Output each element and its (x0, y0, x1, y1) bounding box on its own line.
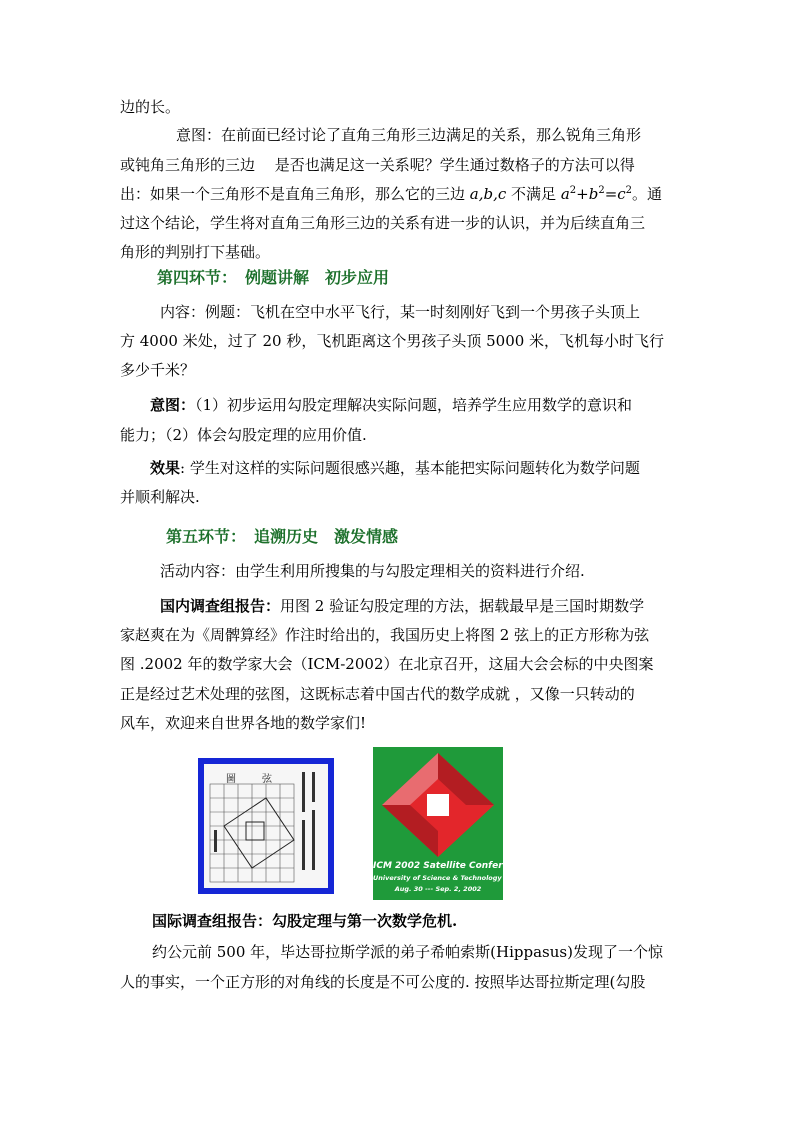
math-c: =c (604, 185, 626, 203)
effect-label: 效果 (150, 459, 181, 477)
text-span: 或钝角三角形的三边 是否也满足这一关系呢？学生通过数格子的方法可以得 (120, 156, 635, 174)
superscript: 2 (625, 185, 633, 196)
text-span: 边的长。 (120, 98, 181, 116)
text-line-4 (120, 184, 680, 204)
superscript: 2 (569, 185, 577, 196)
text-span: （1）初步运用勾股定理解决实际问题，培养学生应用数学的意识和 (195, 396, 633, 414)
text-span: : 学生对这样的实际问题很感兴趣，基本能把实际问题转化为数学问题 (180, 459, 640, 477)
text-span: 不满足 (506, 185, 561, 203)
text-span: 。通 (632, 185, 663, 203)
s5-domestic-line-1 (160, 596, 680, 616)
text-span: 出：如果一个三角形不是直角三角形，那么它的三边 (120, 185, 470, 203)
superscript: 2 (598, 185, 605, 196)
s4-p1: 内容：例题：飞机在空中水平飞行，某一时刻刚好飞到一个男孩子头顶上 (160, 303, 641, 321)
math-vars: a,b,c (469, 185, 507, 203)
s4-effect-line-1 (150, 458, 680, 478)
s4-intent-line-1 (150, 395, 680, 415)
s5-domestic-line-3: 图 .2002 年的数学家大会（ICM-2002）在北京召开，这届大会会标的中央图案 (120, 655, 654, 673)
figure-xian-diagram (198, 758, 334, 894)
text-line-6 (120, 242, 680, 262)
text-span: 用图 2 验证勾股定理的方法，据载最早是三国时期数学 (280, 597, 645, 615)
text-line-2 (176, 125, 686, 145)
domestic-label: 国内调查组报告： (160, 597, 281, 615)
text-span: 角形的判别打下基础。 (120, 243, 271, 261)
s4-p3: 多少千米？ (120, 361, 196, 379)
poster-subtitle: University of Science & Technology of China (373, 874, 535, 882)
s5-activity: 活动内容：由学生利用所搜集的与勾股定理相关的资料进行介绍. (160, 562, 585, 580)
text-line-3 (120, 155, 680, 175)
s5-intl-line-1: 约公元前 500 年，毕达哥拉斯学派的弟子希帕索斯(Hippasus)发现了一个惊 (152, 943, 663, 961)
math-a: a (560, 185, 570, 203)
math-b: +b (576, 185, 599, 203)
section-5-heading: 第五环节： 追溯历史 激发情感 (166, 527, 399, 546)
text-line-5 (120, 213, 680, 233)
poster-dates: Aug. 30 --- Sep. 2, 2002 (394, 885, 482, 893)
s5-intl-heading: 国际调查组报告：勾股定理与第一次数学危机. (152, 912, 458, 930)
s5-domestic-line-4: 正是经过艺术处理的弦图，这既标志着中国古代的数学成就 ，又像一只转动的 (120, 685, 635, 703)
figure-xian-inner (204, 764, 328, 888)
text-line-1 (120, 97, 680, 117)
text-span: 意图：在前面已经讨论了直角三角形三边满足的关系，那么锐角三角形 (176, 126, 642, 144)
pinwheel-logo-graphic (373, 747, 503, 859)
text-span: 过这个结论，学生将对直角三角形三边的关系有进一步的认识，并为后续直角三 (120, 214, 646, 232)
poster-title: ICM 2002 Satellite Conference (373, 861, 527, 871)
figure-icm-poster (373, 747, 535, 900)
s4-p2: 方 4000 米处，过了 20 秒，飞机距离这个男孩子头顶 5000 米，飞机每小时飞行 (120, 332, 665, 350)
s4-intent-line-2: 能力；（2）体会勾股定理的应用价值. (120, 426, 367, 444)
s5-domestic-line-5: 风车，欢迎来自世界各地的数学家们! (120, 714, 367, 732)
figure-label-b: 弦 (262, 774, 272, 785)
intent-label: 意图： (150, 396, 196, 414)
s5-domestic-line-2: 家赵爽在为《周髀算经》作注时给出的，我国历史上将图 2 弦上的正方形称为弦 (120, 626, 650, 644)
figure-label-a: 圖 (226, 774, 236, 785)
s5-intl-line-2: 人的事实，一个正方形的对角线的长度是不可公度的. 按照毕达哥拉斯定理(勾股 (120, 973, 646, 991)
s4-effect-line-2: 并顺利解决. (120, 488, 200, 506)
section-4-heading: 第四环节： 例题讲解 初步应用 (157, 268, 390, 287)
